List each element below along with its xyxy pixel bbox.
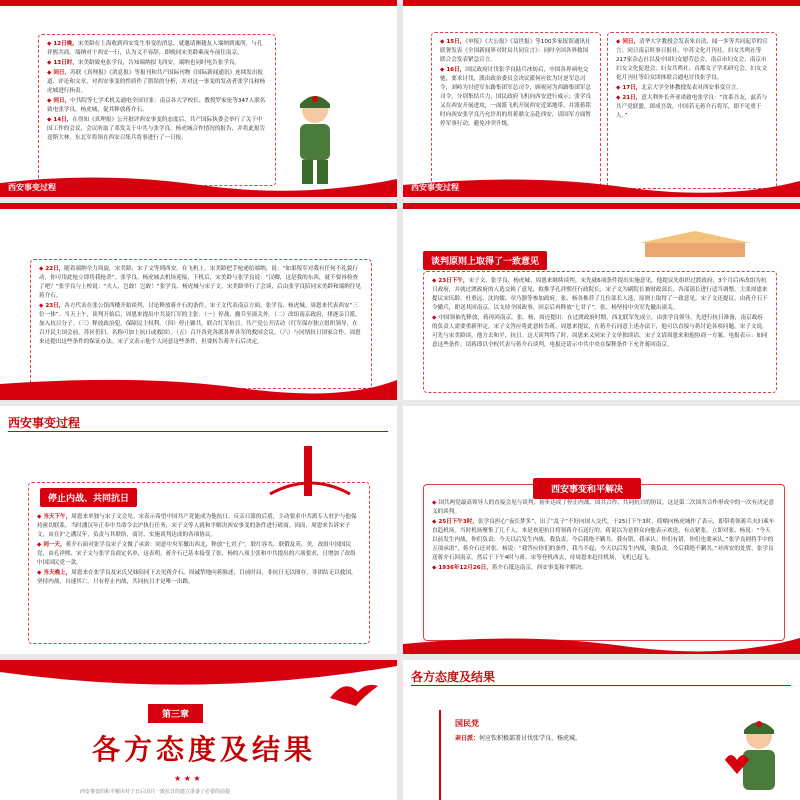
- content-box: [423, 484, 785, 641]
- bottom-wave: [403, 628, 800, 654]
- content-box: [38, 34, 276, 186]
- item-list: [608, 33, 776, 127]
- list-item: ◆ 中国领袖先释放，蒋再回南京。张、杨、周还提出：在过渡政府时期，西北联军先成立，由张学良领导，先进行抗日准备，南京政府的负责人需要重新审定，宋子文答应将此意转告蒋。周恩来提议，在蒋介石同意上述办法下，他可以直接与蒋讨论各项问题。宋子文说，可先与宋美龄谈，他方去和平、抗日。这天谈判终了时，周恩来又同宋子文单独谈话，宋子文请周恩来和他协商一方案。电报表示：如同意这些条件，请蒋即以全权代表与蒋介石谈判，电报还请示中共中央在保释条件下允许蒋回南京。: [432, 315, 768, 348]
- soldier-illustration: [723, 710, 793, 800]
- list-item: ◆ 23日下午，宋子文、张学良、杨虎城、周恩来继续谈判。宋先就6项条件提出实施意见。他提议先组织过渡政府，3个月后再改组为抗日政府，并就过渡政府的人选交换了意见，拟推孚孔祥熙任行政院长，宋子文为副院长兼财政部长，各部部长进行适当调整，主张周恩来提议宋庆龄、杜重远、沈钧儒、章乃器等参加政府。张、杨各推荐了几位部长人选，原则上取得了一致意见。宋子文还提议，由蒋介石下令撤兵，即送其回南京，以支持全国政事，回京后再释放“七君子”。张、杨坚持中央军先撤出潼关。: [432, 278, 768, 311]
- item-list: [424, 485, 784, 579]
- slide-7: [0, 660, 397, 800]
- list-item: ◆ 21日，意大利外长齐亚诺致电张学良：“汝系吾友，兹若与共产党联盟，即成吾敌，中国若无蒋介石将军，即不见重于人。”: [616, 95, 768, 119]
- slide-2: [403, 0, 800, 197]
- tiananmen-illustration: [635, 229, 755, 259]
- top-stripe: [0, 0, 397, 6]
- party-name: 国民党: [455, 719, 479, 728]
- slide-6: [403, 406, 800, 654]
- content-box: [423, 271, 777, 393]
- bottom-wave: [0, 374, 397, 400]
- list-item: ◆ 14日，在得知《真理报》公开批评西安事变的态度后，共产国际执委会举行了关于中国工作的会议，会议听取了邓发关于中共与张学良、杨虎城合作情况的报告，并将此报告送斯大林。东北军将领在西安召集兵将事进行了一日报。: [47, 117, 266, 141]
- chapter-title: 各方态度及结果: [92, 733, 317, 766]
- section-header: 西安事变和平解决: [533, 478, 641, 499]
- top-stripe: [0, 203, 397, 209]
- item-list: [424, 272, 776, 356]
- content-box: [30, 259, 372, 389]
- list-item: ◆ 15日，《申报》《大公报》《益世报》等100多家报馆通讯社联署发表《全国新闻界对时局共同宣言》：同时全国各界救国联合会发表紧急宣言。: [440, 39, 591, 63]
- bottom-wave: [0, 171, 397, 197]
- top-stripe: [403, 0, 800, 6]
- dove-icon: [330, 678, 380, 708]
- item-list: [432, 33, 600, 135]
- chapter-description: 西安事变的和平解决对于日后国共一致抗日的建立准备了必要的前提: [80, 789, 231, 795]
- footer-title: 西安事变过程: [8, 183, 56, 192]
- slide-1: [0, 0, 397, 197]
- party-content: [441, 710, 731, 750]
- section-header: 谈判原则上取得了一致意见: [423, 251, 547, 270]
- section-underline: [411, 685, 791, 686]
- section-underline: [8, 431, 388, 432]
- stars-decoration: ★ ★ ★: [174, 774, 201, 783]
- slide-5: [0, 406, 397, 654]
- list-item: 亲日派：何应钦积极部署讨伐张学良、杨虎城。: [455, 735, 582, 742]
- party-block: [439, 710, 731, 800]
- monument-illustration: [260, 442, 360, 502]
- content-box-left: [431, 32, 601, 189]
- item-list: [39, 35, 275, 149]
- section-header: 停止内战、共同抗日: [40, 488, 137, 507]
- list-item: ◆ 同日，苏联《真理报》《消息报》等报刊和共产国际刊物《国际新闻通讯》连续发出报道、评论和文章，对西安事变的性质作了错误的分析，并对这一事变的发动者张学良和杨虎城进行指责。: [47, 70, 266, 94]
- bottom-wave: [403, 171, 800, 197]
- slide-8: [403, 660, 800, 800]
- chapter-badge: 第三章: [148, 704, 203, 723]
- section-title: 各方态度及结果: [411, 670, 496, 684]
- slide-3: [0, 203, 397, 400]
- slide-4: [403, 203, 800, 400]
- list-item: ◆ 当天下午，周恩来单独与宋子文会见。宋表示希望中国共产党能成为他抗日、反亲日派的后盾，主动要求中共派专人驻沪与他保持密切联系。当时潘汉年正奉中共命令去沪执行任务，宋子文等人就和平解决西安事变的条件进行磋商。因而，周恩来告诉宋子文，由在沪之潘汉年，负责与其联络，商讨、实施谈判达成的各项协议。: [37, 514, 357, 538]
- top-stripe: [403, 203, 800, 209]
- list-item: ◆ 22日，随着端纳全力周旋，宋美龄、宋子文等到西安。在飞机上，宋美龄把手枪递给端纳，说：“如果叛军对我有任何不礼貌行动，你可用此枪立即将我枪杀”。张学良、杨虎城去机场迎接，下机后，宋美龄与张学良说：“汉卿，这是我的东西，就不要再检查了吧？”张学良与上校说：“夫人，岂敢！岂敢！”张学良、杨虎城与宋子文、宋美龄举行了会谈，后由张学良陪同宋美龄和端纳往见蒋介石。: [39, 266, 361, 299]
- list-item: ◆ 同日，中共院等七学术机关通电全国讨张：南京各大学校长、教授罗家伦等347人联名致电张学良，杨虎城，促其释放蒋介石。: [47, 98, 266, 113]
- list-item: ◆ 同一天，蒋介石面对张学良宋子文做了承诺：同意中央军撤出西北，释放“七君子”，联红容共，联俄及英、美，改组中国国民党，由孔祥熙、宋子文与张学良商定名单，这表明，蒋介石已基本接受了张、杨的八项主张和中共提出的六项要求，且增加了改组中国国民党一款。: [37, 542, 356, 566]
- list-item: ◆ 当天晚上，周恩来在张学良及宋氏兄妹陪同下去见蒋介石。周诚挚地向蒋陈述，目前时局，非抗日无以图存，非团结无以救国，坚持内战，自速其亡。只有停止内战，共同抗日才是唯一出路。: [37, 570, 357, 585]
- list-item: ◆ 25日下午3时，张学良担心“夜长梦多”，出了“乱子”不好向国人交代，于25日下午3时，简赌向杨虎城作了表示，即带将领蒋兵夫妇乘车直趋机场。当时机场聚集了几千人，本是欢迎抗日将领蒋介石送行的。蒋说以为是群众向他表示欢送，有点紧张，立即对张、杨说：“今天以前发生内战，你们负责；今天以后发生内战，我负责。今后我绝不剿共。我有错，我承认；你们有错，你们也要承认。”张学良则将手中的五项承诺”，蒋介石还对张、杨说：“我答应你们的条件，我当不起；今天以后发生内战，我负责，今后我绝不剿共。”对西安的处置，张学良送蒋介石回南京，然后于下午4时与蒋、宋等登机西去，待周恩来赶往机场，飞机已起飞。: [432, 519, 775, 561]
- footer-title: 西安事变过程: [411, 183, 459, 192]
- section-title: 西安事变过程: [8, 416, 81, 430]
- item-list: [31, 260, 371, 353]
- list-item: ◆ 17日，北京大学全体教授发表对西安事变宣言。: [616, 85, 742, 91]
- content-box-right: [607, 32, 777, 189]
- list-item: ◆ 23日，各方代表在张公馆西楼开始谈判，讨论释放蒋介石的条件。宋子文代表南京方面，张学良、杨虎城、周恩来代表西安“三位一体”。当天上午，谈判开始后，周恩来提出中共及红军的主张：（一）停战，撤兵至潼关外。（二）改组南京政府，排逐亲日派，加入抗日分子。（三）释放政治犯，保障民主权利。（四）停止剿共，联合红军抗日，共产党公开活动（红军保存独立组织领导，在召开民主国会前，苏区仍旧，名称可加上抗日或救国）。（五）召开各党各派各界各军的救国会议。（六）与同情抗日国家合作。周恩来还提出这些条件的保证办法。宋子文表示他个人同意这些条件，但要转告蒋介石后决定。: [39, 303, 361, 345]
- list-item: ◆ 同日，清华大学教授会发表朱自清、闻一多等共同起草的宣言；同日南京时事日报社、中苏文化月刊社、妇女共鸣社等217家杂志社以及中国妇女慰劳总会、南京市妇女会、南京市妇女文化促进会、妇女共鸣社、首都女子学术研究会、妇女文化月刊社等妇女团体联合通电讨伐张学良。: [616, 39, 768, 81]
- list-item: ◆ 国共两党最高领导人的直接会见与谈判，初步达成了停止内战、国共合作、共同抗日的协议。这是第二次国共合作形成中的一次有决定意义的谈判。: [432, 500, 774, 515]
- list-item: ◆ 16日，国民政府讨伐张学良陆兵冰妨后，中国各界函电交驰，要求讨伐，派由政治委员会决议派何应钦为讨逆军总司令，刘峙为讨逆军东路集团军总司令，顾祝同为西路集团军总司令，分别集结兵力，国民政府飞机向西安进行威示；张学良又在西安开展进攻，一面派飞机开展西安近郊地带，并派蒋铭时向西安张学良乃允许用的用蒋鼎文亲赴西安，请国军方面暂停军事行动，避免冲突升级。: [440, 67, 592, 127]
- list-item: ◆ 13日时，宋美龄致电张学良，告知端纳拟飞西安，端纳也同时电告张学良。: [47, 60, 241, 66]
- list-item: ◆ 1936年12月26日，蒋介石抵达南京，西安事变和平解决。: [432, 565, 587, 571]
- list-item: ◆ 12日晚，宋美龄在上海收到西安发生事变的消息，就邀请澳籍友人端纳到寓所，与孔祥熙共商，端纳对于西安一行，认为义不容辞，即晚同宋美龄乘夜车前往南京。: [47, 41, 263, 56]
